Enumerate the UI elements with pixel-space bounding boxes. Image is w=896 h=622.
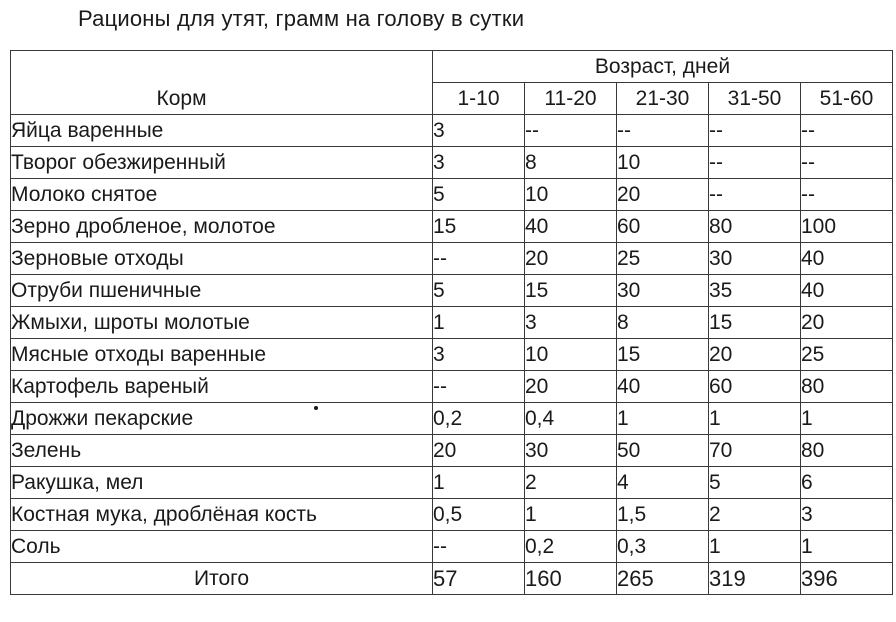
value-cell: 8 bbox=[617, 307, 709, 339]
feed-name-cell: Соль bbox=[11, 531, 433, 563]
value-cell: 80 bbox=[801, 435, 893, 467]
value-cell: 1 bbox=[801, 531, 893, 563]
table-row bbox=[11, 211, 893, 243]
value-cell: 8 bbox=[525, 147, 617, 179]
table-body bbox=[11, 115, 893, 595]
total-label-cell: Итого bbox=[11, 563, 433, 595]
value-cell: -- bbox=[433, 371, 525, 403]
value-cell: 2 bbox=[709, 499, 801, 531]
value-cell: 30 bbox=[525, 435, 617, 467]
value-cell: 60 bbox=[617, 211, 709, 243]
value-cell: 0,3 bbox=[617, 531, 709, 563]
table-row bbox=[11, 467, 893, 499]
value-cell: -- bbox=[617, 115, 709, 147]
value-cell: -- bbox=[801, 147, 893, 179]
value-cell: 35 bbox=[709, 275, 801, 307]
value-cell: 25 bbox=[617, 243, 709, 275]
stray-dot bbox=[314, 406, 318, 410]
value-cell: 30 bbox=[709, 243, 801, 275]
feed-name-cell: Зерно дробленое, молотое bbox=[11, 211, 433, 243]
table-row bbox=[11, 147, 893, 179]
total-value-cell: 396 bbox=[801, 563, 893, 595]
table-row bbox=[11, 243, 893, 275]
table-row bbox=[11, 275, 893, 307]
value-cell: -- bbox=[801, 179, 893, 211]
age-column-header: 31-50 bbox=[709, 83, 801, 115]
feed-name-cell: Ракушка, мел bbox=[11, 467, 433, 499]
feed-name-cell: Костная мука, дроблёная кость bbox=[11, 499, 433, 531]
table-row bbox=[11, 531, 893, 563]
value-cell: -- bbox=[709, 179, 801, 211]
value-cell: 15 bbox=[617, 339, 709, 371]
value-cell: 20 bbox=[525, 371, 617, 403]
value-cell: 15 bbox=[709, 307, 801, 339]
value-cell: 0,2 bbox=[525, 531, 617, 563]
feed-name-cell: Молоко снятое bbox=[11, 179, 433, 211]
value-cell: 5 bbox=[709, 467, 801, 499]
value-cell: -- bbox=[801, 115, 893, 147]
value-cell: 40 bbox=[801, 275, 893, 307]
value-cell: 15 bbox=[433, 211, 525, 243]
value-cell: 40 bbox=[801, 243, 893, 275]
value-cell: 10 bbox=[525, 179, 617, 211]
value-cell: 1 bbox=[709, 531, 801, 563]
value-cell: -- bbox=[709, 147, 801, 179]
feed-column-header bbox=[11, 51, 433, 115]
value-cell: 3 bbox=[433, 147, 525, 179]
feed-name-cell: Мясные отходы варенные bbox=[11, 339, 433, 371]
value-cell: 3 bbox=[801, 499, 893, 531]
value-cell: 0,5 bbox=[433, 499, 525, 531]
feed-name-cell: Творог обезжиренный bbox=[11, 147, 433, 179]
value-cell: 100 bbox=[801, 211, 893, 243]
value-cell: 10 bbox=[525, 339, 617, 371]
value-cell: 40 bbox=[617, 371, 709, 403]
age-column-header: 11-20 bbox=[525, 83, 617, 115]
value-cell: 3 bbox=[525, 307, 617, 339]
feed-name-cell: Зерновые отходы bbox=[11, 243, 433, 275]
value-cell: 80 bbox=[709, 211, 801, 243]
total-value-cell: 57 bbox=[433, 563, 525, 595]
table-row bbox=[11, 371, 893, 403]
table-row bbox=[11, 435, 893, 467]
value-cell: 80 bbox=[801, 371, 893, 403]
value-cell: 4 bbox=[617, 467, 709, 499]
total-row bbox=[11, 563, 893, 595]
value-cell: 25 bbox=[801, 339, 893, 371]
value-cell: 1 bbox=[525, 499, 617, 531]
value-cell: 3 bbox=[433, 115, 525, 147]
value-cell: 20 bbox=[525, 243, 617, 275]
value-cell: 6 bbox=[801, 467, 893, 499]
value-cell: 2 bbox=[525, 467, 617, 499]
table-row bbox=[11, 339, 893, 371]
value-cell: 20 bbox=[709, 339, 801, 371]
table-row bbox=[11, 499, 893, 531]
value-cell: -- bbox=[433, 531, 525, 563]
value-cell: 1 bbox=[617, 403, 709, 435]
value-cell: 30 bbox=[617, 275, 709, 307]
table-row bbox=[11, 307, 893, 339]
value-cell: 20 bbox=[433, 435, 525, 467]
table-row bbox=[11, 403, 893, 435]
value-cell: 0,2 bbox=[433, 403, 525, 435]
table-row bbox=[11, 115, 893, 147]
value-cell: -- bbox=[525, 115, 617, 147]
value-cell: 1,5 bbox=[617, 499, 709, 531]
value-cell: 1 bbox=[709, 403, 801, 435]
total-value-cell: 160 bbox=[525, 563, 617, 595]
feed-name-cell: Дрожжи пекарские bbox=[11, 403, 433, 435]
page-title: Рационы для утят, грамм на голову в сутки bbox=[78, 6, 525, 31]
feed-name-cell: Жмыхи, шроты молотые bbox=[11, 307, 433, 339]
feed-name-cell: Зелень bbox=[11, 435, 433, 467]
value-cell: 20 bbox=[801, 307, 893, 339]
value-cell: 5 bbox=[433, 275, 525, 307]
age-column-header: 1-10 bbox=[433, 83, 525, 115]
feed-name-cell: Отруби пшеничные bbox=[11, 275, 433, 307]
ration-table bbox=[10, 50, 893, 595]
total-value-cell: 319 bbox=[709, 563, 801, 595]
value-cell: 40 bbox=[525, 211, 617, 243]
header-row-top bbox=[11, 51, 893, 83]
age-column-header: 21-30 bbox=[617, 83, 709, 115]
table-row bbox=[11, 179, 893, 211]
value-cell: 60 bbox=[709, 371, 801, 403]
feed-name-cell: Яйца варенные bbox=[11, 115, 433, 147]
value-cell: 5 bbox=[433, 179, 525, 211]
value-cell: 50 bbox=[617, 435, 709, 467]
value-cell: 70 bbox=[709, 435, 801, 467]
value-cell: 0,4 bbox=[525, 403, 617, 435]
value-cell: 1 bbox=[801, 403, 893, 435]
value-cell: 1 bbox=[433, 467, 525, 499]
value-cell: 20 bbox=[617, 179, 709, 211]
value-cell: 3 bbox=[433, 339, 525, 371]
value-cell: 10 bbox=[617, 147, 709, 179]
feed-name-cell: Картофель вареный bbox=[11, 371, 433, 403]
feed-column-header-label: Корм bbox=[156, 87, 207, 110]
age-group-header: Возраст, дней bbox=[433, 51, 893, 83]
value-cell: -- bbox=[433, 243, 525, 275]
value-cell: -- bbox=[709, 115, 801, 147]
value-cell: 1 bbox=[433, 307, 525, 339]
age-column-header: 51-60 bbox=[801, 83, 893, 115]
value-cell: 15 bbox=[525, 275, 617, 307]
total-value-cell: 265 bbox=[617, 563, 709, 595]
